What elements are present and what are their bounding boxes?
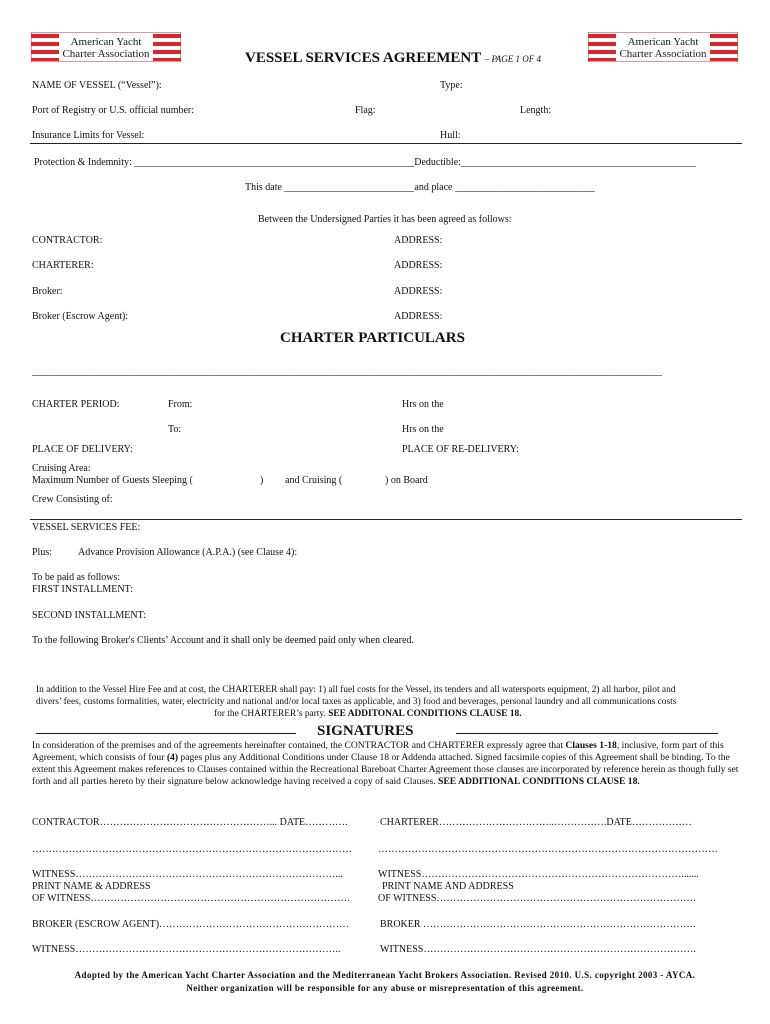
logo-text-line2: Charter Association	[62, 48, 150, 60]
sig-para-a: In consideration of the premises and of the agreements hereinafter contained, the CONTRACTOR and CHARTERER expressly agree that	[32, 740, 564, 751]
length-label: Length:	[520, 105, 552, 116]
witness-right[interactable]: WITNESS…………………………………………………………………….......	[378, 869, 699, 880]
insurance-label: Insurance Limits for Vessel:	[32, 130, 145, 141]
from-hrs-on-the: Hrs on the	[402, 399, 444, 410]
contractor-blank-line[interactable]: ……………………………………………………………………………………	[32, 844, 352, 855]
sig-see-clause: SEE ADDITIONAL CONDITIONS CLAUSE 18.	[438, 776, 640, 787]
logo-text-line2: Charter Association	[619, 48, 707, 60]
broker-address-label: ADDRESS:	[394, 286, 443, 297]
plus-label: Plus:	[32, 547, 53, 558]
apa-label: Advance Provision Allowance (A.P.A.) (see Clause 4):	[78, 547, 298, 558]
flag-label: Flag:	[355, 105, 376, 116]
sig-para-c: pages plus any Additional Conditions under Clause 18 or Addenda attached. Signed facsimile copies of this Agreement shall be binding. To the extent this Agreement makes references to Clauses contained within the Recreational Bareboat Charter Agreement those clauses are incorporated by reference herein as though fully set forth and all parties hereto by their signature below acknowledge having received a copy of said Clauses.	[32, 752, 739, 787]
contractor-signature-line[interactable]: CONTRACTOR……………………………………………... DATE………….	[32, 817, 348, 828]
logo-text-line1: American Yacht	[627, 36, 699, 48]
charterer-signature-line[interactable]: CHARTERER……………………………..…………….DATE………………	[380, 817, 692, 828]
signatures-paragraph	[32, 740, 740, 788]
charterer-address-label: ADDRESS:	[394, 260, 443, 271]
sig-clauses: Clauses 1-18	[565, 740, 617, 751]
signatures-heading: SIGNATURES	[317, 723, 414, 739]
witness-left-2[interactable]: WITNESS……………………………………………………………………..	[32, 944, 341, 955]
broker-label: Broker:	[32, 286, 63, 297]
on-board-label: ) on Board	[385, 475, 428, 486]
crew-label: Crew Consisting of:	[32, 494, 113, 505]
witness-right-2[interactable]: WITNESS……………………………………………………………………….	[380, 944, 696, 955]
particulars-rule: ______________________________________________________________________________________________________________________________	[32, 366, 662, 377]
broker-signature-line[interactable]: BROKER ……………………………………………………………………….	[380, 919, 696, 930]
charterer-blank-line[interactable]: …………………………………………………………………………………………	[378, 844, 718, 855]
vessel-type-label: Type:	[440, 80, 463, 91]
section-divider	[30, 519, 742, 520]
extra-costs-line1: In addition to the Vessel Hire Fee and at cost, the CHARTERER shall pay: 1) all fuel costs for the Vessel, its tenders and all watersports equipment, 2) all harbor, pilot and	[36, 685, 676, 695]
sig-para-b: , inclusive, form part of this Agreement, which consists of four	[32, 740, 724, 763]
page-indicator: – PAGE 1 OF 4	[484, 54, 542, 64]
and-cruising-label: and Cruising (	[285, 475, 343, 486]
vessel-services-fee-label: VESSEL SERVICES FEE:	[32, 522, 141, 533]
escrow-address-label: ADDRESS:	[394, 311, 443, 322]
witness-left[interactable]: WITNESS……………………………………………………………………...	[32, 869, 343, 880]
second-installment-label: SECOND INSTALLMENT:	[32, 610, 146, 621]
max-guests-close: )	[260, 475, 264, 486]
extra-costs-line3-text: for the CHARTERER’s party.	[214, 709, 326, 719]
extra-costs-line2: divers’ fees, customs formalities, water, electricity and national and/or local taxes as applicable, and 3) food and beverages, personal laundry and all communications costs	[36, 697, 677, 707]
redelivery-label: PLACE OF RE-DELIVERY:	[402, 444, 519, 455]
paid-as-follows-label: To be paid as follows:	[32, 572, 121, 583]
signatures-rule-right	[456, 733, 718, 734]
to-hrs-on-the: Hrs on the	[402, 424, 444, 435]
signatures-rule-left	[36, 733, 296, 734]
of-witness-right[interactable]: OF WITNESS……………………………………………………………………	[378, 893, 697, 904]
cruising-area-label: Cruising Area:	[32, 463, 91, 474]
protection-indemnity-line: Protection & Indemnity: ________________________________________________________Deductible:_______________________________________________	[34, 157, 696, 168]
footer-line1: Adopted by the American Yacht Charter Association and the Mediterranean Yacht Brokers Association. Revised 2010. U.S. copyright 2003 - AYCA.	[74, 970, 696, 980]
section-divider	[30, 143, 742, 144]
extra-costs-see-clause: SEE ADDITONAL CONDITIONS CLAUSE 18.	[328, 709, 522, 719]
parties-intro: Between the Undersigned Parties it has been agreed as follows:	[258, 214, 512, 225]
footer-line2: Neither organization will be responsible for any abuse or misrepresentation of this agreement.	[186, 983, 584, 993]
print-name-left: PRINT NAME & ADDRESS	[32, 881, 151, 892]
contractor-label: CONTRACTOR:	[32, 235, 103, 246]
first-installment-label: FIRST INSTALLMENT:	[32, 584, 134, 595]
max-guests-label: Maximum Number of Guests Sleeping (	[32, 475, 193, 486]
escrow-label: Broker (Escrow Agent):	[32, 311, 129, 322]
hull-label: Hull:	[440, 130, 461, 141]
charter-period-label: CHARTER PERIOD:	[32, 399, 120, 410]
contractor-address-label: ADDRESS:	[394, 235, 443, 246]
date-place-line: This date __________________________and place ____________________________	[245, 182, 595, 193]
brokers-account-line: To the following Broker's Clients’ Account and it shall only be deemed paid only when cleared.	[32, 635, 414, 646]
of-witness-left[interactable]: OF WITNESS……………………………………………………………………	[32, 893, 351, 904]
print-name-right: PRINT NAME AND ADDRESS	[382, 881, 514, 892]
charter-particulars-heading: CHARTER PARTICULARS	[280, 330, 465, 346]
document-title	[245, 50, 541, 67]
ayca-logo-right	[588, 32, 738, 62]
vessel-name-label: NAME OF VESSEL (“Vessel”):	[32, 80, 162, 91]
charterer-label: CHARTERER:	[32, 260, 94, 271]
logo-text-line1: American Yacht	[70, 36, 142, 48]
to-label: To:	[168, 424, 182, 435]
from-label: From:	[168, 399, 193, 410]
delivery-label: PLACE OF DELIVERY:	[32, 444, 133, 455]
title-text: VESSEL SERVICES AGREEMENT	[245, 50, 481, 66]
extra-costs-line3	[214, 709, 522, 719]
ayca-logo-left	[31, 32, 181, 62]
sig-four: (4)	[166, 752, 179, 763]
broker-escrow-signature-line[interactable]: BROKER (ESCROW AGENT)…………………………………………………	[32, 919, 350, 930]
registry-label: Port of Registry or U.S. official number:	[32, 105, 195, 116]
